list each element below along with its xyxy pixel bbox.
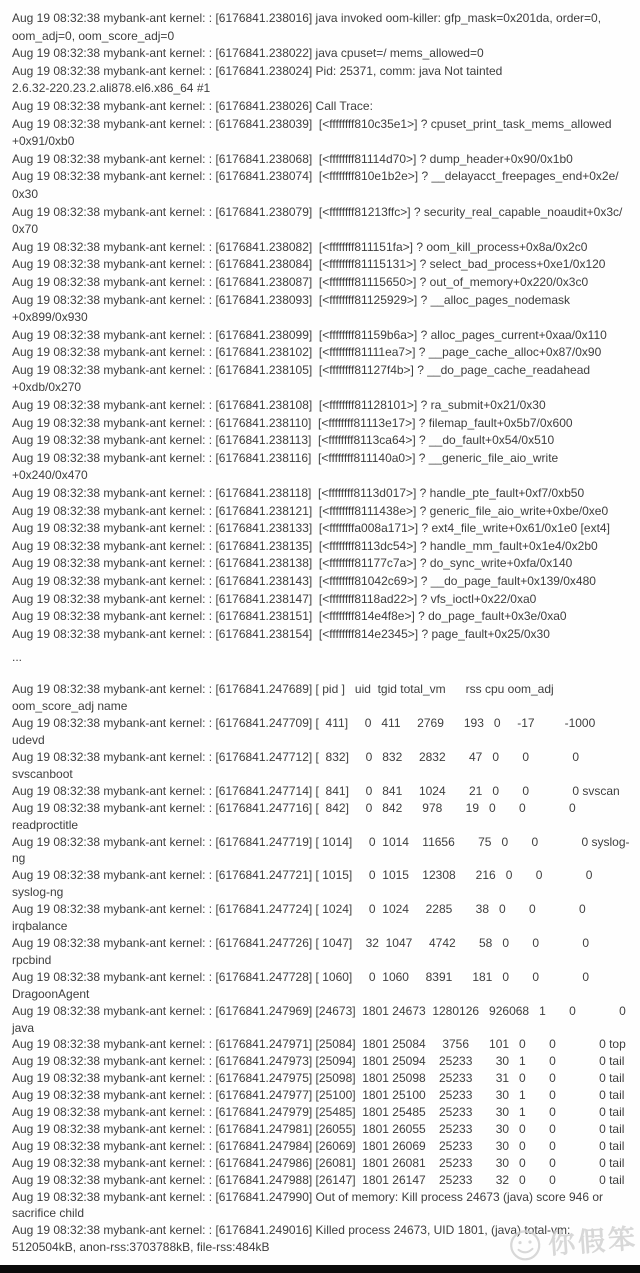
log-line: Aug 19 08:32:38 mybank-ant kernel: : [6176841.247981] [26055] 1801 26055 25233 30 0 0 0 tail: [12, 1121, 625, 1136]
log-line: java: [12, 1020, 35, 1035]
log-line: Aug 19 08:32:38 mybank-ant kernel: : [6176841.247714] [ 841] 0 841 1024 21 0 0 0 svscan: [12, 783, 620, 798]
log-line: Aug 19 08:32:38 mybank-ant kernel: : [6176841.247969] [24673] 1801 24673 1280126 926068 1 0 0: [12, 1003, 626, 1018]
log-line: irqbalance: [12, 919, 68, 934]
log-line: Aug 19 08:32:38 mybank-ant kernel: : [6176841.238074] [<ffffffff810e1b2e>] ? __delayacct_freepages_end+0x2e/: [12, 169, 619, 184]
log-line: Aug 19 08:32:38 mybank-ant kernel: : [6176841.238138] [<ffffffff81177c7a>] ? do_sync_write+0xfa/0x140: [12, 556, 573, 571]
log-line: Aug 19 08:32:38 mybank-ant kernel: : [6176841.238099] [<ffffffff81159b6a>] ? alloc_pages_current+0xaa/0x110: [12, 327, 607, 342]
log-line: Aug 19 08:32:38 mybank-ant kernel: : [6176841.247728] [ 1060] 0 1060 8391 181 0 0 0: [12, 969, 590, 984]
log-line: Aug 19 08:32:38 mybank-ant kernel: : [6176841.238079] [<ffffffff81213ffc>] ? security_real_capable_noaudit+0x3c/: [12, 204, 623, 219]
oom-call-trace-section: [12, 10, 640, 643]
kernel-log: [12, 10, 640, 1256]
log-line: Aug 19 08:32:38 mybank-ant kernel: : [6176841.238143] [<ffffffff81042c69>] ? __do_page_fault+0x139/0x480: [12, 574, 596, 588]
log-line: Aug 19 08:32:38 mybank-ant kernel: : [6176841.238113] [<ffffffff8113ca64>] ? __do_fault+0x54/0x510: [12, 433, 555, 448]
log-line: ng: [12, 851, 26, 866]
log-line: Aug 19 08:32:38 mybank-ant kernel: : [6176841.238084] [<ffffffff81115131>] ? select_bad_process+0xe1/0x120: [12, 257, 606, 272]
log-line: Aug 19 08:32:38 mybank-ant kernel: : [6176841.238093] [<ffffffff81125929>] ? __alloc_pages_nodemask: [12, 292, 571, 307]
log-line: Aug 19 08:32:38 mybank-ant kernel: : [6176841.247971] [25084] 1801 25084 3756 101 0 0 0 top: [12, 1037, 626, 1052]
log-line: Aug 19 08:32:38 mybank-ant kernel: : [6176841.247712] [ 832] 0 832 2832 47 0 0 0: [12, 750, 580, 764]
log-line: 5120504kB, anon-rss:3703788kB, file-rss:484kB: [12, 1240, 270, 1255]
log-line: Aug 19 08:32:38 mybank-ant kernel: : [6176841.238110] [<ffffffff81113e17>] ? filemap_fault+0x5b7/0x600: [12, 415, 573, 430]
log-line: DragoonAgent: [12, 986, 90, 1001]
log-line: 0x70: [12, 222, 39, 237]
log-line: Aug 19 08:32:38 mybank-ant kernel: : [6176841.238105] [<ffffffff81127f4b>] ? __do_page_cache_readahead: [12, 362, 591, 377]
log-line: Aug 19 08:32:38 mybank-ant kernel: : [6176841.247709] [ 411] 0 411 2769 193 0 -17 -1000: [12, 716, 596, 731]
log-line: Aug 19 08:32:38 mybank-ant kernel: : [6176841.247986] [26081] 1801 26081 25233 30 0 0 0 tail: [12, 1155, 625, 1170]
log-line: Aug 19 08:32:38 mybank-ant kernel: : [6176841.238108] [<ffffffff81128101>] ? ra_submit+0x21/0x30: [12, 398, 546, 413]
log-line: Aug 19 08:32:38 mybank-ant kernel: : [6176841.247716] [ 842] 0 842 978 19 0 0 0: [12, 800, 576, 815]
log-line: udevd: [12, 733, 45, 748]
watermark-text: 你假笨: [547, 1223, 640, 1260]
log-line: Aug 19 08:32:38 mybank-ant kernel: : [6176841.247975] [25098] 1801 25098 25233 31 0 0 0 tail: [12, 1071, 625, 1086]
log-line: readproctitle: [12, 817, 79, 832]
log-line: Aug 19 08:32:38 mybank-ant kernel: : [6176841.238016] java invoked oom-killer: gfp_mask=0x201da, order=0,: [12, 11, 602, 25]
log-line: +0x91/0xb0: [12, 134, 75, 149]
log-line: Aug 19 08:32:38 mybank-ant kernel: : [6176841.238102] [<ffffffff81111ea7>] ? __page_cache_alloc+0x87/0x90: [12, 345, 602, 360]
log-line: rpcbind: [12, 952, 52, 967]
log-line: Aug 19 08:32:38 mybank-ant kernel: : [6176841.247689] [ pid ] uid tgid total_vm rss cpu oom_adj: [12, 682, 554, 697]
log-line: sacrifice child: [12, 1206, 85, 1221]
log-line: Aug 19 08:32:38 mybank-ant kernel: : [6176841.247979] [25485] 1801 25485 25233 30 1 0 0 tail: [12, 1105, 625, 1120]
log-line: Aug 19 08:32:38 mybank-ant kernel: : [6176841.247977] [25100] 1801 25100 25233 30 1 0 0 tail: [12, 1088, 625, 1103]
log-line: Aug 19 08:32:38 mybank-ant kernel: : [6176841.238039] [<ffffffff810c35e1>] ? cpuset_print_task_mems_allowed: [12, 116, 612, 131]
log-line: Aug 19 08:32:38 mybank-ant kernel: : [6176841.238118] [<ffffffff8113d017>] ? handle_pte_fault+0xf7/0xb50: [12, 486, 585, 501]
log-line: Aug 19 08:32:38 mybank-ant kernel: : [6176841.247973] [25094] 1801 25094 25233 30 1 0 0 tail: [12, 1054, 625, 1069]
log-line: svscanboot: [12, 766, 73, 781]
log-line: Aug 19 08:32:38 mybank-ant kernel: : [6176841.238121] [<ffffffff8111438e>] ? generic_file_aio_write+0xbe/0xe0: [12, 503, 609, 518]
log-line: Aug 19 08:32:38 mybank-ant kernel: : [6176841.247726] [ 1047] 32 1047 4742 58 0 0 0: [12, 935, 590, 950]
bottom-black-bar: [0, 1265, 640, 1273]
log-line: Aug 19 08:32:38 mybank-ant kernel: : [6176841.247719] [ 1014] 0 1014 11656 75 0 0 0 syslog-: [12, 834, 630, 849]
log-line: Aug 19 08:32:38 mybank-ant kernel: : [6176841.249016] Killed process 24673, UID 1801, (java) total-vm:: [12, 1223, 571, 1238]
oom-process-table-section: [12, 681, 640, 1256]
log-line: +0x240/0x470: [12, 468, 88, 483]
log-line: Aug 19 08:32:38 mybank-ant kernel: : [6176841.247990] Out of memory: Kill process 24673 (java) score 946 or: [12, 1189, 604, 1204]
log-line: Aug 19 08:32:38 mybank-ant kernel: : [6176841.247721] [ 1015] 0 1015 12308 216 0 0 0: [12, 868, 593, 883]
log-line: oom_score_adj name: [12, 699, 128, 714]
log-line: Aug 19 08:32:38 mybank-ant kernel: : [6176841.238068] [<ffffffff81114d70>] ? dump_header+0x90/0x1b0: [12, 151, 573, 166]
log-line: oom_adj=0, oom_score_adj=0: [12, 28, 175, 43]
log-ellipsis: ...: [12, 650, 23, 665]
log-line: Aug 19 08:32:38 mybank-ant kernel: : [6176841.238116] [<ffffffff811140a0>] ? __generic_file_aio_write: [12, 450, 559, 465]
log-line: Aug 19 08:32:38 mybank-ant kernel: : [6176841.238026] Call Trace:: [12, 98, 373, 113]
log-line: Aug 19 08:32:38 mybank-ant kernel: : [6176841.247984] [26069] 1801 26069 25233 30 0 0 0 tail: [12, 1138, 625, 1153]
log-line: Aug 19 08:32:38 mybank-ant kernel: : [6176841.247988] [26147] 1801 26147 25233 32 0 0 0 tail: [12, 1172, 625, 1187]
log-line: 2.6.32-220.23.2.ali878.el6.x86_64 #1: [12, 81, 211, 96]
log-line: Aug 19 08:32:38 mybank-ant kernel: : [6176841.247724] [ 1024] 0 1024 2285 38 0 0 0: [12, 902, 586, 917]
log-line: Aug 19 08:32:38 mybank-ant kernel: : [6176841.238154] [<ffffffff814e2345>] ? page_fault+0x25/0x30: [12, 626, 550, 641]
log-line: syslog-ng: [12, 885, 64, 900]
log-line: Aug 19 08:32:38 mybank-ant kernel: : [6176841.238133] [<ffffffffa008a171>] ? ext4_file_write+0x61/0x1e0 [ext4]: [12, 521, 610, 536]
log-line: Aug 19 08:32:38 mybank-ant kernel: : [6176841.238022] java cpuset=/ mems_allowed=0: [12, 46, 484, 61]
log-line: Aug 19 08:32:38 mybank-ant kernel: : [6176841.238147] [<ffffffff8118ad22>] ? vfs_ioctl+0x22/0xa0: [12, 591, 537, 606]
log-line: +0xdb/0x270: [12, 380, 82, 395]
log-line: Aug 19 08:32:38 mybank-ant kernel: : [6176841.238151] [<ffffffff814e4f8e>] ? do_page_fault+0x3e/0xa0: [12, 609, 567, 624]
log-line: Aug 19 08:32:38 mybank-ant kernel: : [6176841.238087] [<ffffffff81115650>] ? out_of_memory+0x220/0x3c0: [12, 274, 589, 289]
log-line: +0x899/0x930: [12, 310, 88, 325]
log-line: Aug 19 08:32:38 mybank-ant kernel: : [6176841.238135] [<ffffffff8113dc54>] ? handle_mm_fault+0x1e4/0x2b0: [12, 538, 598, 553]
log-line: Aug 19 08:32:38 mybank-ant kernel: : [6176841.238082] [<ffffffff811151fa>] ? oom_kill_process+0x8a/0x2c0: [12, 239, 588, 254]
log-line: 0x30: [12, 186, 39, 201]
log-line: Aug 19 08:32:38 mybank-ant kernel: : [6176841.238024] Pid: 25371, comm: java Not tainted: [12, 63, 503, 78]
